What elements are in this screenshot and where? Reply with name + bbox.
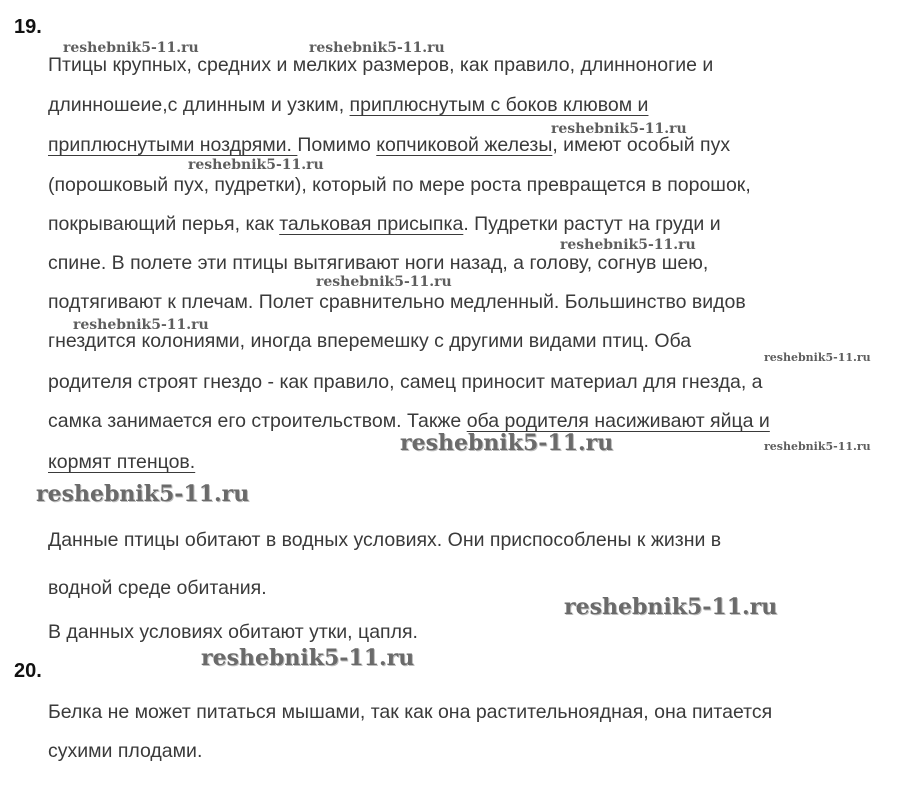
- watermark: reshebnik5-11.ru: [764, 440, 871, 453]
- q19-line-5-text: покрывающий перья, как: [48, 213, 280, 235]
- underline-incubate: оба родителя насиживают яйца и: [466, 410, 770, 432]
- q19-line-11: [48, 450, 195, 474]
- q19-answer-line-2: водной среде обитания.: [48, 577, 267, 599]
- question-number-20: 20.: [14, 660, 42, 682]
- q19-line-10-text: самка занимается его строительством. Также: [48, 410, 467, 432]
- q20-line-2: сухими плодами.: [48, 740, 203, 762]
- watermark: reshebnik5-11.ru: [201, 645, 415, 671]
- watermark: reshebnik5-11.ru: [316, 274, 452, 290]
- q19-line-6: спине. В полете эти птицы вытягивают ноги назад, а голову, согнув шею,: [48, 252, 709, 274]
- q19-line-4: (порошковый пух, пудретки), который по мере роста превращется в порошок,: [48, 174, 751, 196]
- q19-answer-line-1: Данные птицы обитают в водных условиях. Они приспособлены к жизни в: [48, 529, 722, 551]
- q19-line-5: [48, 212, 721, 236]
- watermark: reshebnik5-11.ru: [309, 40, 445, 56]
- q19-answer-line-3: В данных условиях обитают утки, цапля.: [48, 621, 418, 643]
- q19-line-8: гнездится колониями, иногда вперемешку с другими видами птиц. Оба: [48, 330, 692, 352]
- watermark: reshebnik5-11.ru: [551, 121, 687, 137]
- underline-gland: копчиковой железы: [376, 134, 553, 156]
- q19-line-7: подтягивают к плечам. Полет сравнительно медленный. Большинство видов: [48, 291, 746, 313]
- underline-nostrils: приплюснутыми ноздрями.: [48, 134, 298, 156]
- watermark: reshebnik5-11.ru: [564, 594, 778, 620]
- watermark: reshebnik5-11.ru: [764, 351, 871, 364]
- q19-line-3-tail: , имеют особый пух: [552, 134, 731, 156]
- underline-beak: приплюснутым с боков клювом и: [349, 94, 649, 116]
- q19-line-9: родителя строят гнездо - как правило, самец приносит материал для гнезда, а: [48, 371, 763, 393]
- watermark: reshebnik5-11.ru: [560, 237, 696, 253]
- question-number-19: 19.: [14, 16, 42, 38]
- q19-line-2: [48, 93, 648, 117]
- watermark: reshebnik5-11.ru: [73, 317, 209, 333]
- watermark: reshebnik5-11.ru: [63, 40, 199, 56]
- q19-line-1: Птицы крупных, средних и мелких размеров, как правило, длинноногие и: [48, 54, 714, 76]
- q19-line-3-text: Помимо: [297, 134, 377, 156]
- q20-line-1: Белка не может питаться мышами, так как она растительноядная, она питается: [48, 701, 773, 723]
- underline-feed: кормят птенцов.: [48, 451, 196, 473]
- watermark: reshebnik5-11.ru: [188, 157, 324, 173]
- underline-talc: тальковая присыпка: [279, 213, 464, 235]
- q19-line-2-text: длинношеие,с длинным и узким,: [48, 94, 350, 116]
- q19-line-5-tail: . Пудретки растут на груди и: [463, 213, 721, 235]
- watermark: reshebnik5-11.ru: [36, 481, 250, 507]
- watermark: reshebnik5-11.ru: [400, 430, 614, 456]
